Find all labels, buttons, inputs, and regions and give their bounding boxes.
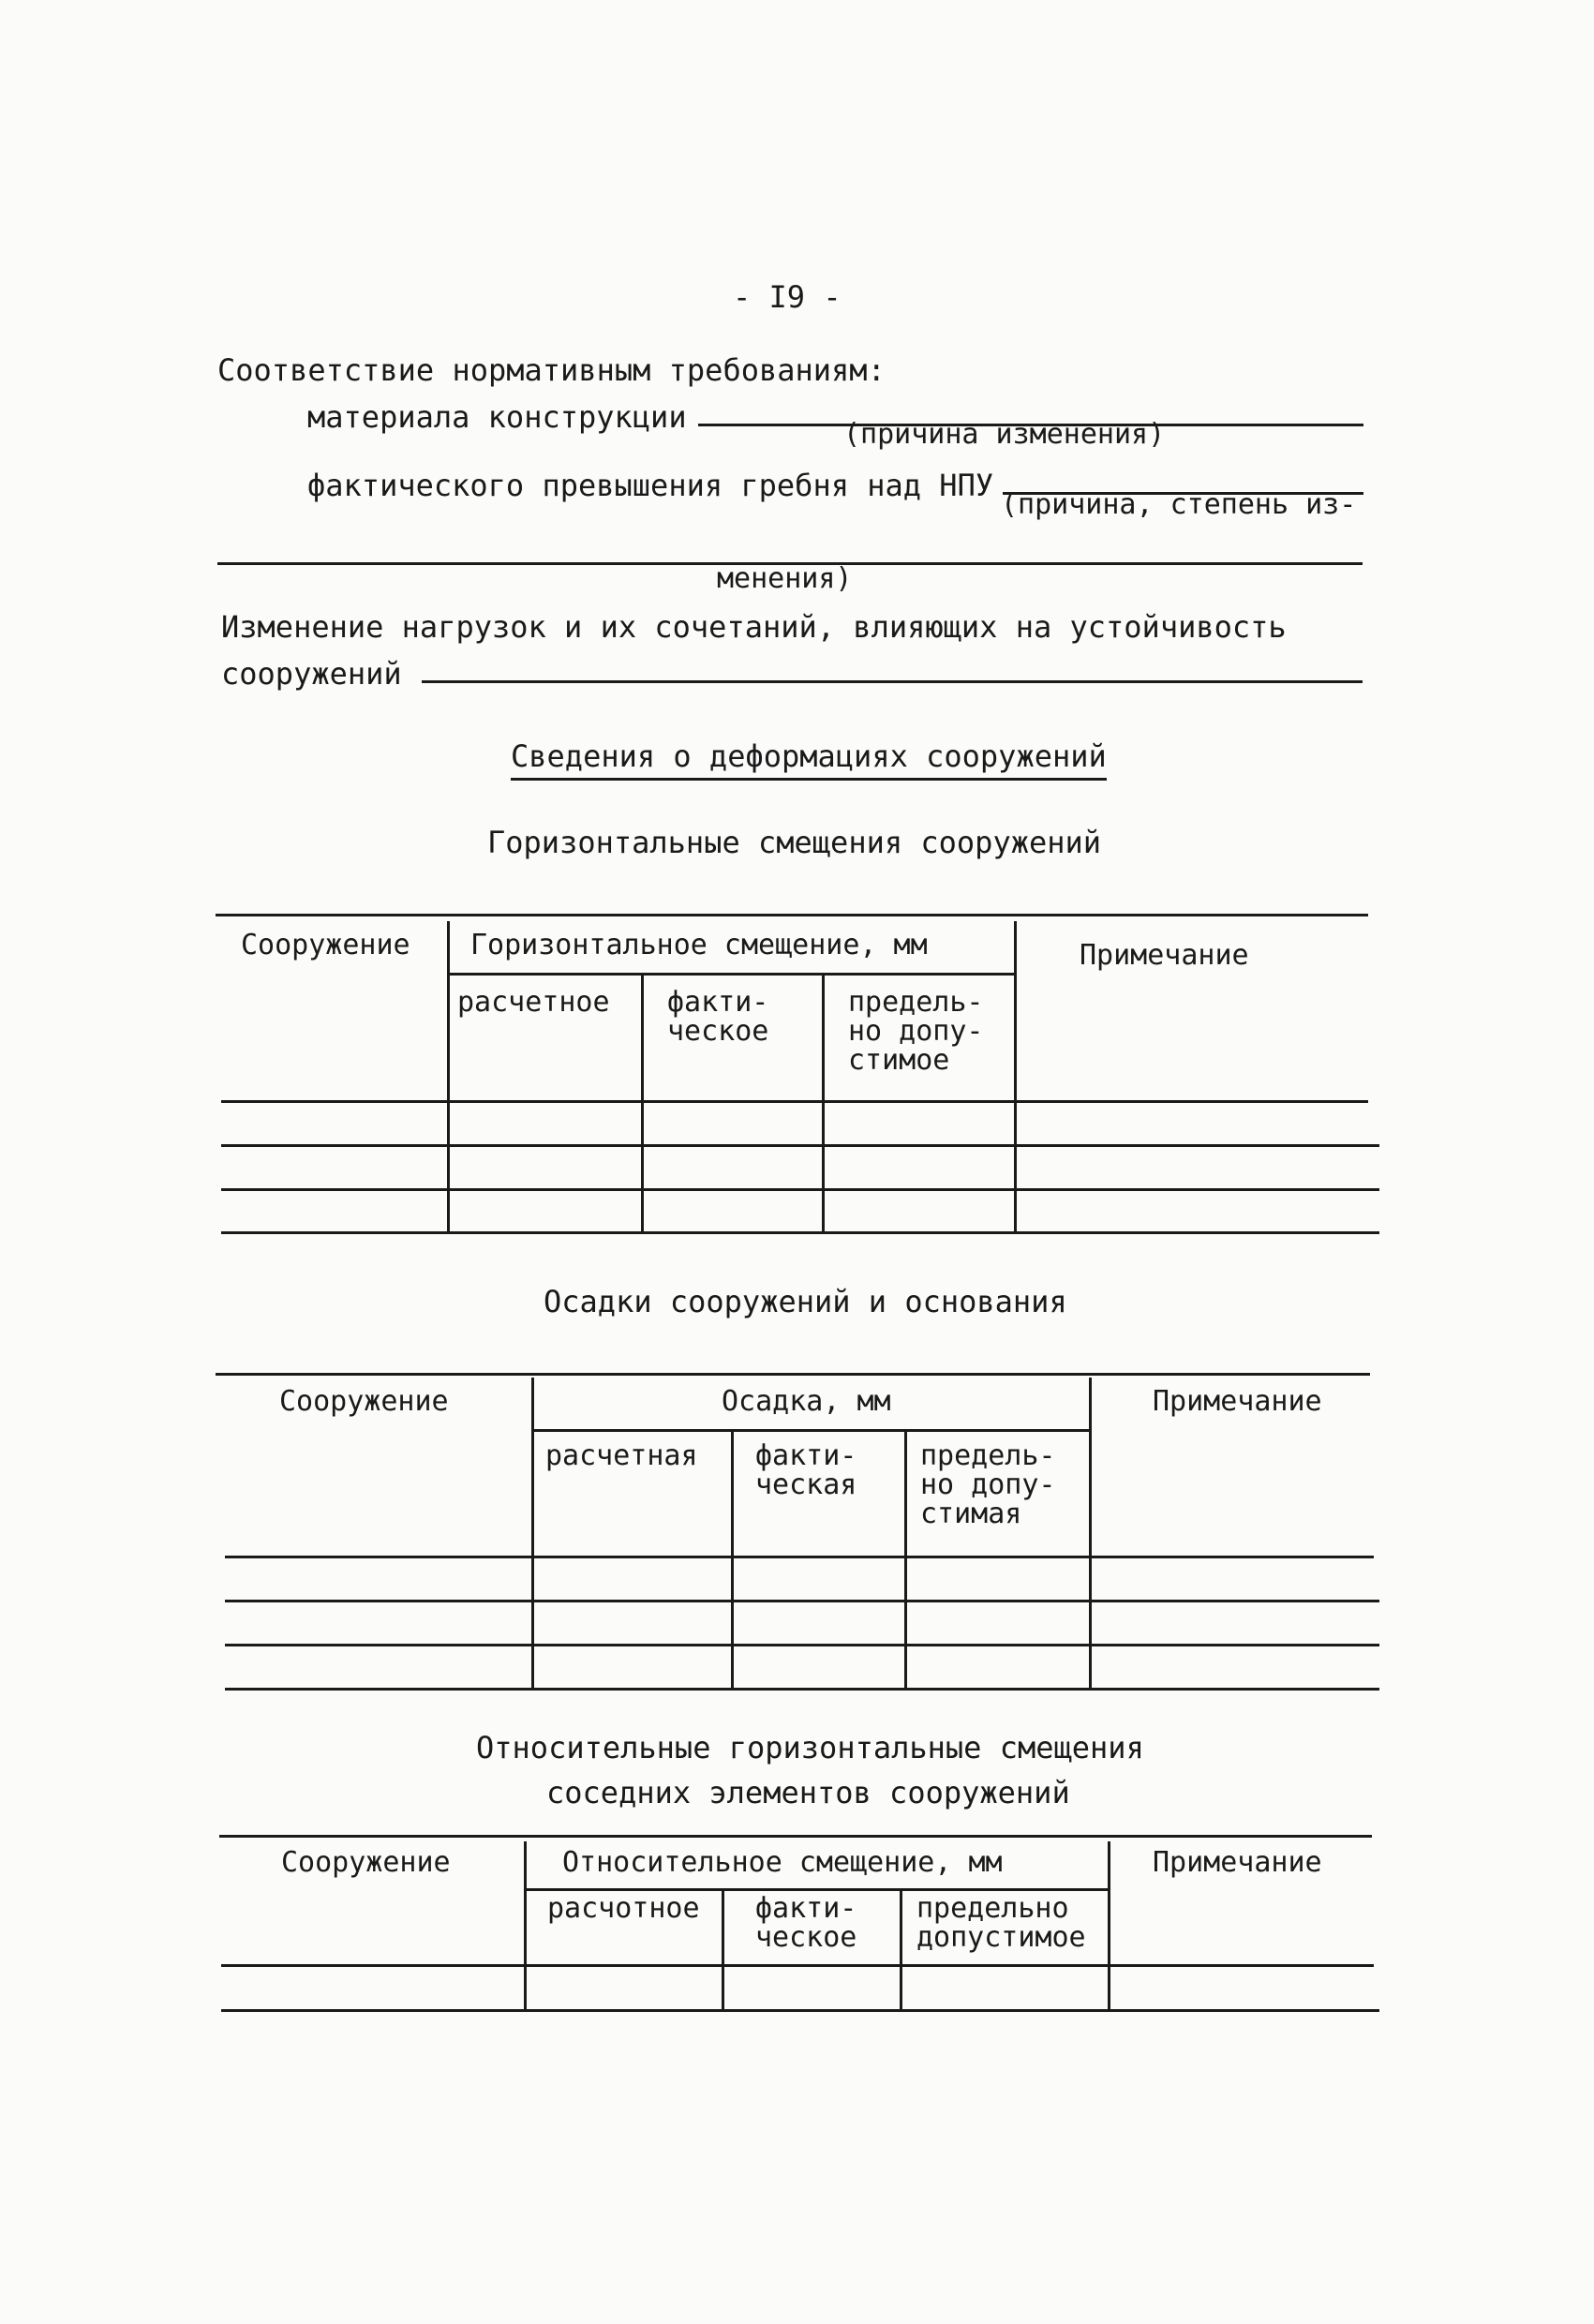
compliance-heading: Соответствие нормативным требованиям:	[217, 352, 886, 388]
table2-col-structure: Сооружение	[279, 1385, 449, 1418]
material-label: материала конструкции	[307, 399, 687, 435]
table1-col-group: Горизонтальное смещение, мм	[470, 929, 928, 961]
excess-hint-2: менения)	[717, 562, 853, 595]
table2-title: Осадки сооружений и основания	[544, 1284, 1067, 1319]
table3-col-group: Относительное смещение, мм	[562, 1846, 1003, 1879]
table1-col-note: Примечание	[1080, 939, 1249, 972]
table2-col-note: Примечание	[1153, 1385, 1322, 1418]
table2-col-group: Осадка, мм	[722, 1385, 891, 1418]
table2-col-calc: расчетная	[545, 1439, 698, 1472]
table2-col-actual: факти- ческая	[755, 1439, 857, 1501]
table3-title-2: соседних элементов сооружений	[546, 1775, 1070, 1810]
table1-col-calc: расчетное	[457, 986, 610, 1019]
loads-line-1: Изменение нагрузок и их сочетаний, влияющих на устойчивость	[221, 609, 1287, 645]
table3-col-calc: расчотное	[547, 1892, 700, 1925]
table3-col-note: Примечание	[1153, 1846, 1322, 1879]
table3-col-actual: факти- ческое	[755, 1892, 857, 1954]
table2-col-limit: предель- но допу- стимая	[920, 1439, 1056, 1530]
table3-col-structure: Сооружение	[281, 1846, 451, 1879]
table3-title-1: Относительные горизонтальные смещения	[476, 1730, 1144, 1765]
table1-col-structure: Сооружение	[241, 929, 410, 961]
page-number: - I9 -	[733, 279, 842, 315]
table3-col-limit: предельно допустимое	[916, 1892, 1086, 1954]
table1-col-actual: факти- ческое	[667, 986, 769, 1048]
loads-fill-line	[422, 680, 1363, 683]
loads-line-2: сооружений	[221, 656, 402, 692]
material-hint: (причина изменения)	[843, 418, 1166, 451]
excess-hint-1: (причина, степень из-	[1001, 488, 1357, 521]
excess-label: фактического превышения гребня над НПУ	[307, 468, 994, 503]
table1-col-limit: предель- но допу- стимое	[848, 986, 984, 1077]
section-title: Сведения о деформациях сооружений	[511, 738, 1107, 781]
table1-title: Горизонтальные смещения сооружений	[487, 825, 1102, 860]
